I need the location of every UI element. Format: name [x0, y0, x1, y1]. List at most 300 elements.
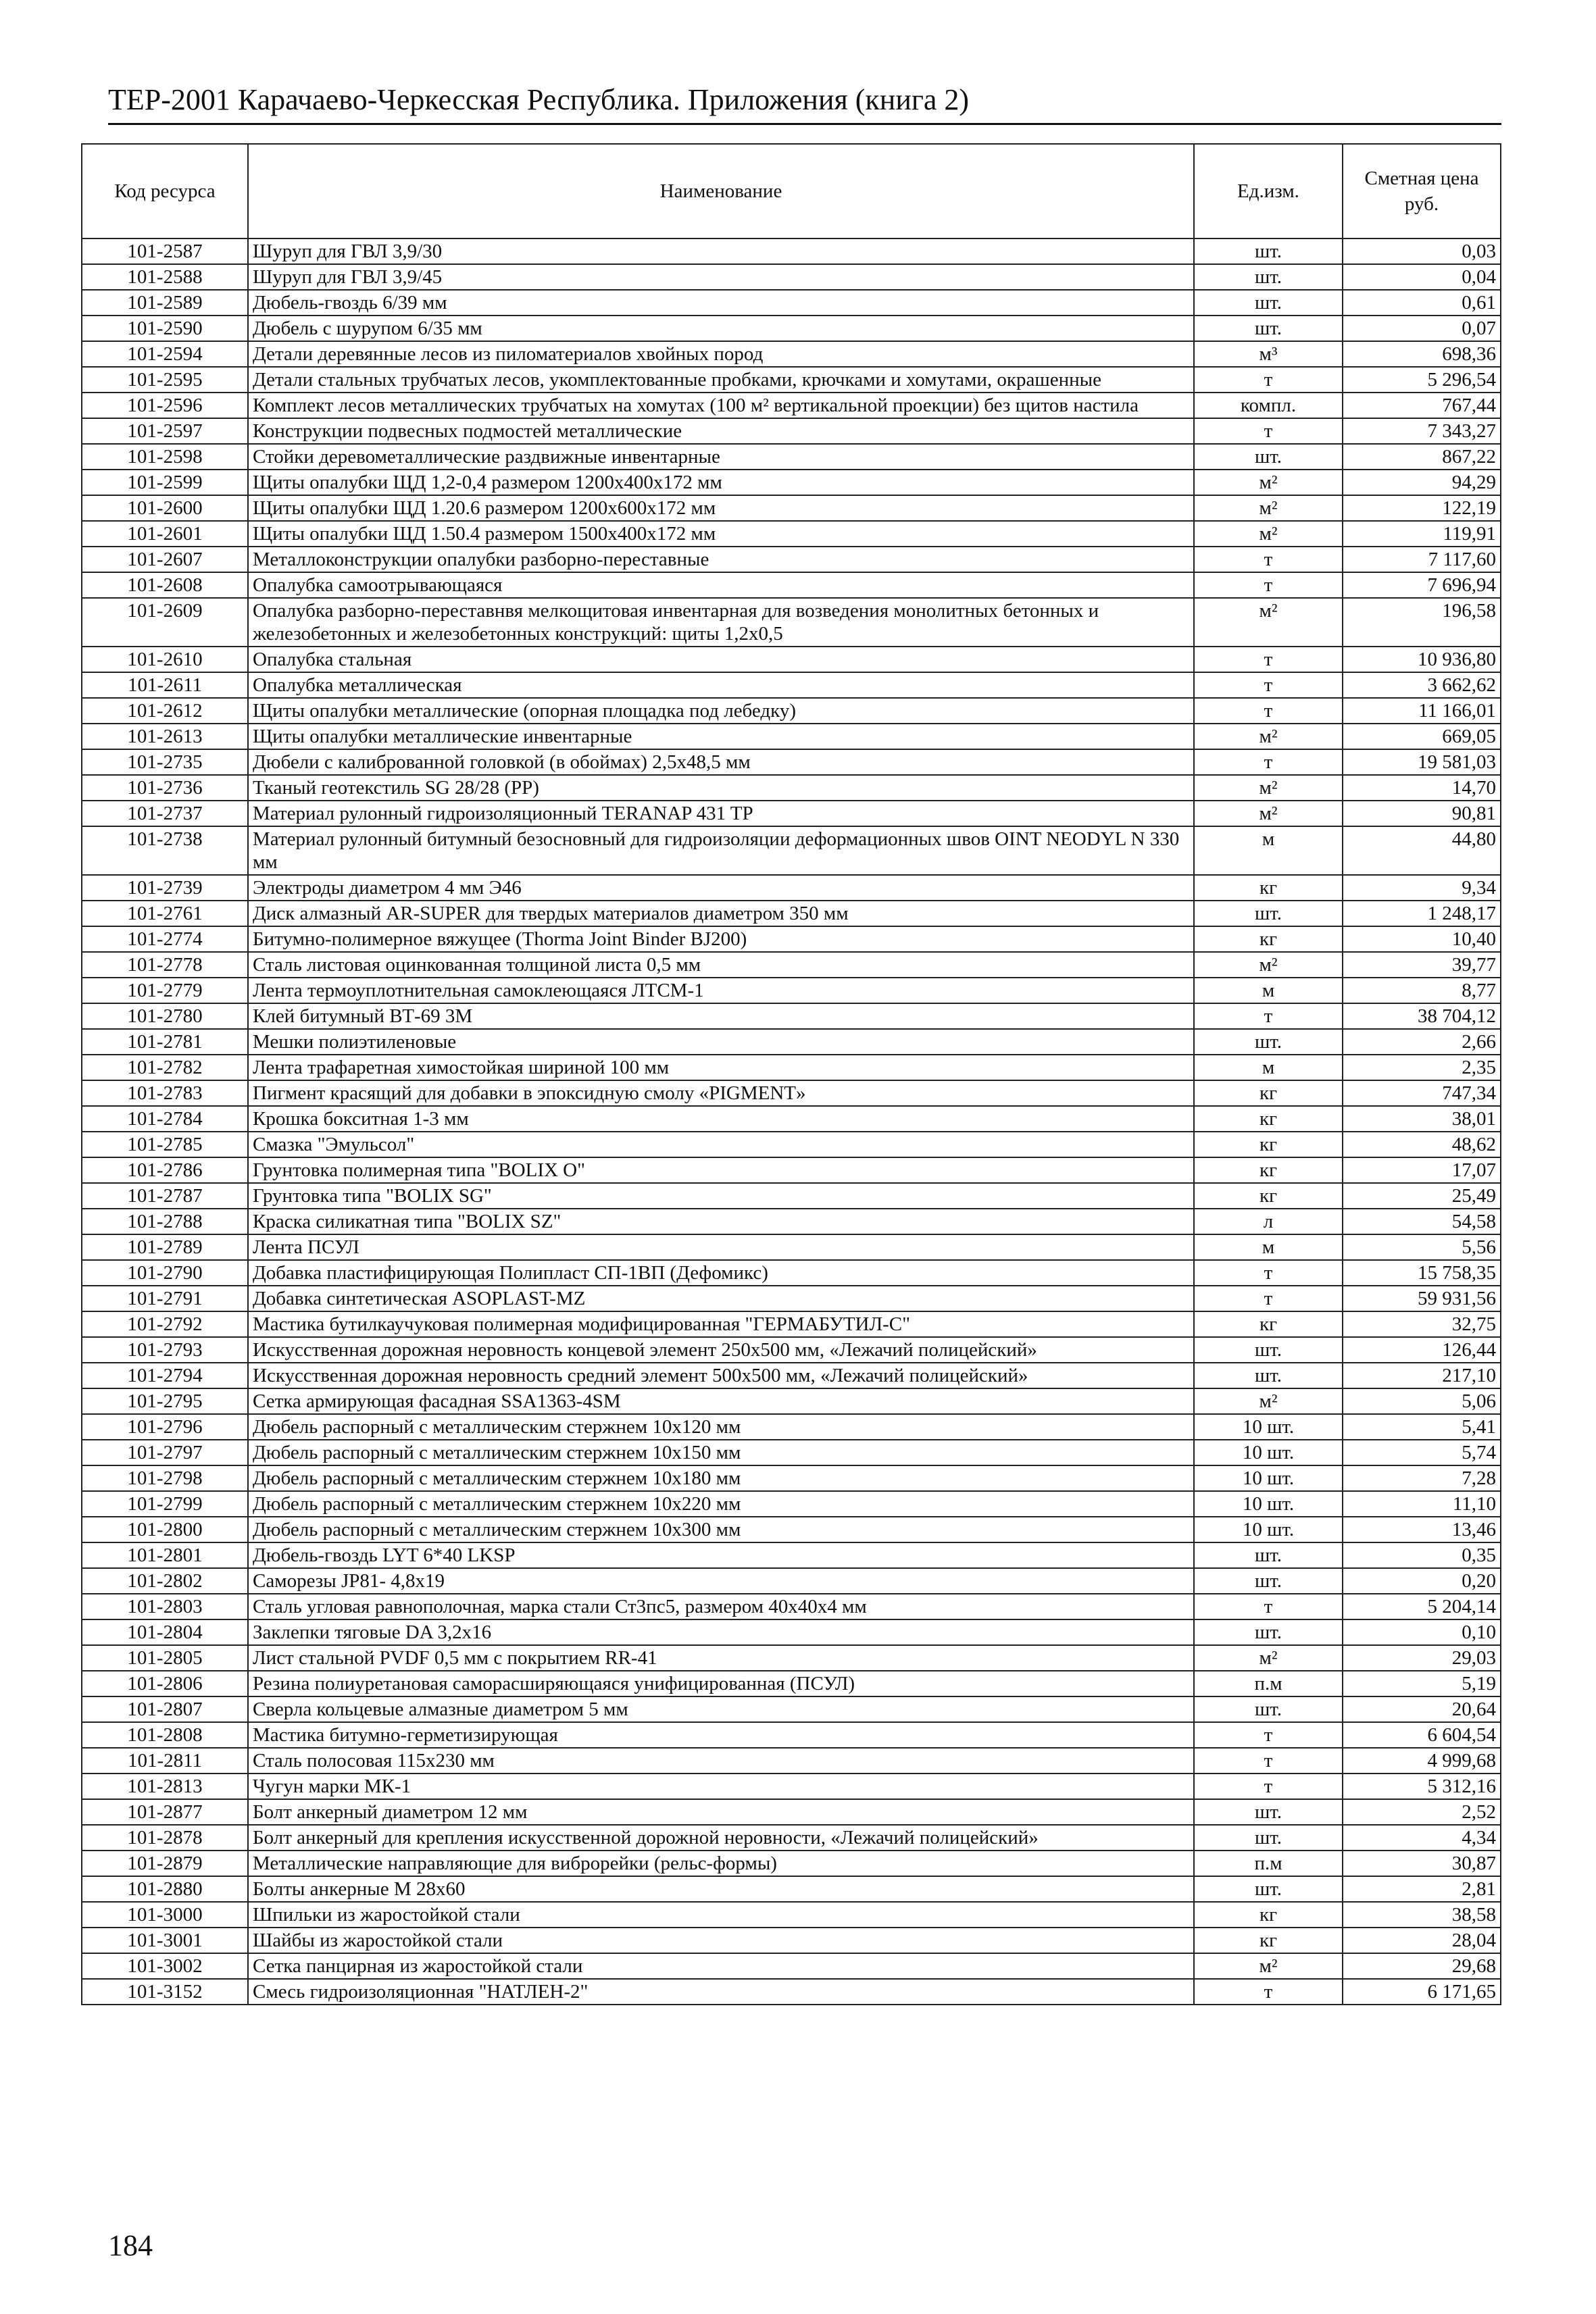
table-row	[82, 647, 1501, 672]
cell-code: 101-2599	[82, 470, 248, 495]
cell-price: 30,87	[1343, 1851, 1501, 1876]
cell-price: 0,20	[1343, 1568, 1501, 1594]
cell-name: Болт анкерный диаметром 12 мм	[248, 1799, 1194, 1825]
cell-price: 4 999,68	[1343, 1748, 1501, 1774]
cell-code: 101-2612	[82, 698, 248, 724]
cell-code: 101-2796	[82, 1414, 248, 1440]
table-row	[82, 875, 1501, 901]
table-row	[82, 952, 1501, 978]
cell-name: Дюбели с калиброванной головкой (в обоймах) 2,5x48,5 мм	[248, 749, 1194, 775]
cell-price: 11,10	[1343, 1491, 1501, 1517]
cell-price: 5 204,14	[1343, 1594, 1501, 1619]
cell-unit: т	[1194, 1594, 1343, 1619]
table-row	[82, 290, 1501, 316]
cell-unit: м²	[1194, 1645, 1343, 1671]
cell-unit: 10 шт.	[1194, 1440, 1343, 1465]
cell-price: 54,58	[1343, 1209, 1501, 1234]
cell-name: Шпильки из жаростойкой стали	[248, 1902, 1194, 1928]
cell-code: 101-2781	[82, 1029, 248, 1055]
table-row	[82, 418, 1501, 444]
column-header-name: Наименование	[248, 144, 1194, 238]
cell-code: 101-2880	[82, 1876, 248, 1902]
cell-price: 6 604,54	[1343, 1722, 1501, 1748]
cell-unit: шт.	[1194, 1542, 1343, 1568]
table-row	[82, 1440, 1501, 1465]
table-row	[82, 1106, 1501, 1132]
cell-price: 5,19	[1343, 1671, 1501, 1696]
cell-code: 101-2804	[82, 1619, 248, 1645]
cell-price: 7 343,27	[1343, 418, 1501, 444]
cell-name: Опалубка самоотрывающаяся	[248, 572, 1194, 598]
cell-code: 101-2587	[82, 238, 248, 264]
table-row	[82, 238, 1501, 264]
cell-name: Грунтовка полимерная типа "BOLIX O"	[248, 1157, 1194, 1183]
cell-price: 217,10	[1343, 1363, 1501, 1388]
cell-code: 101-2761	[82, 901, 248, 926]
cell-code: 101-2610	[82, 647, 248, 672]
cell-name: Пигмент красящий для добавки в эпоксидную смолу «PIGMENT»	[248, 1080, 1194, 1106]
cell-unit: 10 шт.	[1194, 1465, 1343, 1491]
cell-code: 101-2795	[82, 1388, 248, 1414]
cell-name: Материал рулонный битумный безосновный для гидроизоляции деформационных швов OINT NEODYL N 330 мм	[248, 826, 1194, 875]
cell-name: Мешки полиэтиленовые	[248, 1029, 1194, 1055]
cell-name: Электроды диаметром 4 мм Э46	[248, 875, 1194, 901]
cell-unit: кг	[1194, 1080, 1343, 1106]
cell-price: 0,07	[1343, 316, 1501, 341]
resource-price-table	[81, 143, 1501, 2005]
table-row	[82, 470, 1501, 495]
cell-unit: кг	[1194, 1132, 1343, 1157]
table-row	[82, 1851, 1501, 1876]
table-row	[82, 367, 1501, 393]
cell-code: 101-2607	[82, 547, 248, 572]
cell-price: 122,19	[1343, 495, 1501, 521]
cell-code: 101-3000	[82, 1902, 248, 1928]
cell-name: Шуруп для ГВЛ 3,9/45	[248, 264, 1194, 290]
table-row	[82, 775, 1501, 801]
cell-unit: п.м	[1194, 1851, 1343, 1876]
cell-code: 101-2801	[82, 1542, 248, 1568]
table-row	[82, 598, 1501, 647]
table-row	[82, 1568, 1501, 1594]
cell-code: 101-2601	[82, 521, 248, 547]
cell-price: 90,81	[1343, 801, 1501, 826]
cell-price: 20,64	[1343, 1696, 1501, 1722]
cell-unit: м²	[1194, 521, 1343, 547]
cell-price: 38,58	[1343, 1902, 1501, 1928]
table-row	[82, 1491, 1501, 1517]
cell-name: Резина полиуретановая саморасширяющаяся унифицированная (ПСУЛ)	[248, 1671, 1194, 1696]
table-row	[82, 724, 1501, 749]
cell-name: Клей битумный ВТ-69 3М	[248, 1003, 1194, 1029]
cell-name: Лист стальной PVDF 0,5 мм с покрытием RR-41	[248, 1645, 1194, 1671]
cell-name: Сверла кольцевые алмазные диаметром 5 мм	[248, 1696, 1194, 1722]
cell-price: 17,07	[1343, 1157, 1501, 1183]
cell-price: 9,34	[1343, 875, 1501, 901]
table-row	[82, 1619, 1501, 1645]
cell-code: 101-2877	[82, 1799, 248, 1825]
cell-code: 101-2797	[82, 1440, 248, 1465]
table-row	[82, 1465, 1501, 1491]
cell-unit: т	[1194, 647, 1343, 672]
cell-price: 5 312,16	[1343, 1774, 1501, 1799]
cell-name: Материал рулонный гидроизоляционный TERANAP 431 TP	[248, 801, 1194, 826]
cell-name: Крошка бокситная 1-3 мм	[248, 1106, 1194, 1132]
cell-unit: кг	[1194, 1106, 1343, 1132]
cell-price: 48,62	[1343, 1132, 1501, 1157]
cell-price: 13,46	[1343, 1517, 1501, 1542]
cell-unit: т	[1194, 1722, 1343, 1748]
cell-code: 101-2594	[82, 341, 248, 367]
cell-name: Добавка пластифицирующая Полипласт СП-1ВП (Дефомикс)	[248, 1260, 1194, 1286]
cell-unit: кг	[1194, 1157, 1343, 1183]
cell-code: 101-2608	[82, 572, 248, 598]
cell-name: Искусственная дорожная неровность средний элемент 500x500 мм, «Лежачий полицейский»	[248, 1363, 1194, 1388]
cell-code: 101-2879	[82, 1851, 248, 1876]
cell-name: Дюбель-гвоздь 6/39 мм	[248, 290, 1194, 316]
cell-unit: м³	[1194, 341, 1343, 367]
cell-price: 8,77	[1343, 978, 1501, 1003]
cell-name: Диск алмазный AR-SUPER для твердых материалов диаметром 350 мм	[248, 901, 1194, 926]
cell-name: Щиты опалубки металлические (опорная площадка под лебедку)	[248, 698, 1194, 724]
cell-code: 101-2736	[82, 775, 248, 801]
cell-code: 101-2791	[82, 1286, 248, 1311]
cell-name: Металлоконструкции опалубки разборно-переставные	[248, 547, 1194, 572]
cell-name: Дюбель распорный с металлическим стержнем 10x180 мм	[248, 1465, 1194, 1491]
cell-unit: кг	[1194, 875, 1343, 901]
cell-unit: т	[1194, 1979, 1343, 2005]
cell-unit: шт.	[1194, 1876, 1343, 1902]
table-row	[82, 749, 1501, 775]
cell-name: Болт анкерный для крепления искусственной дорожной неровности, «Лежачий полицейский»	[248, 1825, 1194, 1851]
cell-unit: м²	[1194, 470, 1343, 495]
cell-name: Сталь угловая равнополочная, марка стали Ст3пс5, размером 40x40x4 мм	[248, 1594, 1194, 1619]
cell-unit: т	[1194, 1260, 1343, 1286]
cell-code: 101-2799	[82, 1491, 248, 1517]
cell-price: 867,22	[1343, 444, 1501, 470]
cell-code: 101-2598	[82, 444, 248, 470]
cell-price: 1 248,17	[1343, 901, 1501, 926]
cell-code: 101-2786	[82, 1157, 248, 1183]
cell-name: Дюбель распорный с металлическим стержнем 10x150 мм	[248, 1440, 1194, 1465]
cell-price: 0,04	[1343, 264, 1501, 290]
cell-name: Мастика битумно-герметизирующая	[248, 1722, 1194, 1748]
cell-unit: т	[1194, 367, 1343, 393]
cell-price: 5 296,54	[1343, 367, 1501, 393]
cell-price: 3 662,62	[1343, 672, 1501, 698]
cell-name: Дюбель распорный с металлическим стержнем 10x120 мм	[248, 1414, 1194, 1440]
cell-price: 38,01	[1343, 1106, 1501, 1132]
cell-name: Грунтовка типа "BOLIX SG"	[248, 1183, 1194, 1209]
cell-code: 101-2805	[82, 1645, 248, 1671]
cell-price: 0,03	[1343, 238, 1501, 264]
cell-unit: т	[1194, 1003, 1343, 1029]
cell-price: 15 758,35	[1343, 1260, 1501, 1286]
table-row	[82, 1209, 1501, 1234]
cell-name: Дюбель-гвоздь LYT 6*40 LKSP	[248, 1542, 1194, 1568]
cell-name: Детали стальных трубчатых лесов, укомплектованные пробками, крючками и хомутами, окрашенные	[248, 367, 1194, 393]
table-row	[82, 901, 1501, 926]
table-row	[82, 1311, 1501, 1337]
cell-name: Смазка "Эмульсол"	[248, 1132, 1194, 1157]
page-header: ТЕР-2001 Карачаево-Черкесская Республика. Приложения (книга 2)	[108, 80, 1501, 125]
cell-unit: шт.	[1194, 290, 1343, 316]
table-row	[82, 1286, 1501, 1311]
cell-price: 39,77	[1343, 952, 1501, 978]
cell-price: 11 166,01	[1343, 698, 1501, 724]
cell-unit: шт.	[1194, 1363, 1343, 1388]
cell-unit: т	[1194, 1748, 1343, 1774]
cell-name: Детали деревянные лесов из пиломатериалов хвойных пород	[248, 341, 1194, 367]
cell-price: 59 931,56	[1343, 1286, 1501, 1311]
cell-price: 32,75	[1343, 1311, 1501, 1337]
cell-unit: м²	[1194, 495, 1343, 521]
cell-price: 6 171,65	[1343, 1979, 1501, 2005]
cell-unit: л	[1194, 1209, 1343, 1234]
cell-unit: т	[1194, 547, 1343, 572]
cell-unit: т	[1194, 1774, 1343, 1799]
cell-code: 101-2811	[82, 1748, 248, 1774]
cell-name: Сталь листовая оцинкованная толщиной листа 0,5 мм	[248, 952, 1194, 978]
table-row	[82, 1029, 1501, 1055]
cell-name: Дюбель распорный с металлическим стержнем 10x220 мм	[248, 1491, 1194, 1517]
page-number: 184	[108, 2229, 153, 2262]
cell-name: Сетка панцирная из жаростойкой стали	[248, 1953, 1194, 1979]
cell-code: 101-2780	[82, 1003, 248, 1029]
table-row	[82, 698, 1501, 724]
cell-name: Комплект лесов металлических трубчатых на хомутах (100 м² вертикальной проекции) без щитов настила	[248, 393, 1194, 418]
table-row	[82, 1671, 1501, 1696]
cell-name: Болты анкерные М 28x60	[248, 1876, 1194, 1902]
table-row	[82, 521, 1501, 547]
cell-code: 101-2735	[82, 749, 248, 775]
table-row	[82, 1722, 1501, 1748]
cell-name: Заклепки тяговые DA 3,2x16	[248, 1619, 1194, 1645]
cell-name: Дюбель с шурупом 6/35 мм	[248, 316, 1194, 341]
cell-code: 101-2794	[82, 1363, 248, 1388]
cell-name: Битумно-полимерное вяжущее (Thorma Joint Binder BJ200)	[248, 926, 1194, 952]
cell-price: 14,70	[1343, 775, 1501, 801]
cell-code: 101-2589	[82, 290, 248, 316]
table-row	[82, 1876, 1501, 1902]
cell-code: 101-2739	[82, 875, 248, 901]
cell-unit: шт.	[1194, 444, 1343, 470]
table-row	[82, 1414, 1501, 1440]
cell-code: 101-2789	[82, 1234, 248, 1260]
cell-unit: кг	[1194, 1311, 1343, 1337]
cell-unit: 10 шт.	[1194, 1414, 1343, 1440]
cell-price: 10,40	[1343, 926, 1501, 952]
table-row	[82, 1260, 1501, 1286]
cell-code: 101-2597	[82, 418, 248, 444]
table-row	[82, 495, 1501, 521]
cell-code: 101-2813	[82, 1774, 248, 1799]
cell-price: 7 117,60	[1343, 547, 1501, 572]
cell-unit: м²	[1194, 952, 1343, 978]
cell-unit: 10 шт.	[1194, 1491, 1343, 1517]
cell-code: 101-2783	[82, 1080, 248, 1106]
cell-price: 126,44	[1343, 1337, 1501, 1363]
cell-unit: шт.	[1194, 264, 1343, 290]
cell-code: 101-2785	[82, 1132, 248, 1157]
table-row	[82, 264, 1501, 290]
column-header-price: Сметная цена руб.	[1343, 144, 1501, 238]
table-row	[82, 1799, 1501, 1825]
cell-code: 101-2808	[82, 1722, 248, 1748]
cell-price: 669,05	[1343, 724, 1501, 749]
cell-code: 101-2784	[82, 1106, 248, 1132]
cell-price: 29,03	[1343, 1645, 1501, 1671]
table-row	[82, 1055, 1501, 1080]
cell-price: 2,35	[1343, 1055, 1501, 1080]
cell-price: 767,44	[1343, 393, 1501, 418]
cell-unit: п.м	[1194, 1671, 1343, 1696]
cell-code: 101-2778	[82, 952, 248, 978]
table-row	[82, 1234, 1501, 1260]
cell-code: 101-2788	[82, 1209, 248, 1234]
table-row	[82, 826, 1501, 875]
table-row	[82, 1645, 1501, 1671]
cell-unit: шт.	[1194, 238, 1343, 264]
table-row	[82, 1696, 1501, 1722]
cell-unit: компл.	[1194, 393, 1343, 418]
table-row	[82, 801, 1501, 826]
cell-name: Конструкции подвесных подмостей металлические	[248, 418, 1194, 444]
cell-code: 101-2802	[82, 1568, 248, 1594]
cell-name: Лента термоуплотнительная самоклеющаяся ЛТСМ-1	[248, 978, 1194, 1003]
cell-price: 4,34	[1343, 1825, 1501, 1851]
cell-code: 101-2787	[82, 1183, 248, 1209]
cell-unit: шт.	[1194, 1825, 1343, 1851]
column-header-unit: Ед.изм.	[1194, 144, 1343, 238]
cell-unit: м²	[1194, 1953, 1343, 1979]
table-row	[82, 1157, 1501, 1183]
cell-code: 101-2588	[82, 264, 248, 290]
table-row	[82, 1774, 1501, 1799]
cell-name: Шайбы из жаростойкой стали	[248, 1928, 1194, 1953]
table-row	[82, 1132, 1501, 1157]
table-row	[82, 1748, 1501, 1774]
table-row	[82, 1953, 1501, 1979]
cell-unit: м	[1194, 978, 1343, 1003]
cell-code: 101-2596	[82, 393, 248, 418]
cell-unit: м	[1194, 1055, 1343, 1080]
cell-code: 101-2738	[82, 826, 248, 875]
cell-code: 101-2595	[82, 367, 248, 393]
table-row	[82, 393, 1501, 418]
cell-price: 119,91	[1343, 521, 1501, 547]
cell-code: 101-2611	[82, 672, 248, 698]
cell-price: 2,81	[1343, 1876, 1501, 1902]
cell-price: 0,35	[1343, 1542, 1501, 1568]
cell-unit: 10 шт.	[1194, 1517, 1343, 1542]
cell-price: 25,49	[1343, 1183, 1501, 1209]
table-row	[82, 1363, 1501, 1388]
table-row	[82, 1388, 1501, 1414]
cell-name: Щиты опалубки ЩД 1.20.6 размером 1200x600x172 мм	[248, 495, 1194, 521]
cell-code: 101-2613	[82, 724, 248, 749]
cell-unit: т	[1194, 418, 1343, 444]
table-row	[82, 978, 1501, 1003]
cell-unit: шт.	[1194, 316, 1343, 341]
cell-price: 2,66	[1343, 1029, 1501, 1055]
cell-unit: м²	[1194, 1388, 1343, 1414]
cell-unit: шт.	[1194, 1619, 1343, 1645]
cell-price: 0,10	[1343, 1619, 1501, 1645]
cell-name: Тканый геотекстиль SG 28/28 (PP)	[248, 775, 1194, 801]
cell-unit: шт.	[1194, 1696, 1343, 1722]
cell-name: Добавка синтетическая ASOPLAST-MZ	[248, 1286, 1194, 1311]
cell-code: 101-2600	[82, 495, 248, 521]
cell-name: Краска силикатная типа "BOLIX SZ"	[248, 1209, 1194, 1234]
cell-unit: т	[1194, 1286, 1343, 1311]
cell-unit: м²	[1194, 775, 1343, 801]
table-row	[82, 547, 1501, 572]
cell-name: Щиты опалубки ЩД 1.50.4 размером 1500x400x172 мм	[248, 521, 1194, 547]
cell-code: 101-3001	[82, 1928, 248, 1953]
table-row	[82, 672, 1501, 698]
table-header-row	[82, 144, 1501, 238]
table-row	[82, 1594, 1501, 1619]
cell-name: Мастика бутилкаучуковая полимерная модифицированная "ГЕРМАБУТИЛ-С"	[248, 1311, 1194, 1337]
column-header-code: Код ресурса	[82, 144, 248, 238]
cell-name: Стойки деревометаллические раздвижные инвентарные	[248, 444, 1194, 470]
table-row	[82, 1928, 1501, 1953]
cell-name: Саморезы JP81- 4,8x19	[248, 1568, 1194, 1594]
cell-code: 101-2779	[82, 978, 248, 1003]
cell-name: Смесь гидроизоляционная "НАТЛЕН-2"	[248, 1979, 1194, 2005]
cell-name: Дюбель распорный с металлическим стержнем 10x300 мм	[248, 1517, 1194, 1542]
cell-code: 101-3152	[82, 1979, 248, 2005]
cell-name: Лента трафаретная химостойкая шириной 100 мм	[248, 1055, 1194, 1080]
cell-price: 7,28	[1343, 1465, 1501, 1491]
cell-price: 10 936,80	[1343, 647, 1501, 672]
cell-unit: кг	[1194, 1928, 1343, 1953]
cell-unit: шт.	[1194, 1337, 1343, 1363]
cell-name: Искусственная дорожная неровность концевой элемент 250x500 мм, «Лежачий полицейский»	[248, 1337, 1194, 1363]
cell-name: Щиты опалубки ЩД 1,2-0,4 размером 1200x400x172 мм	[248, 470, 1194, 495]
cell-price: 38 704,12	[1343, 1003, 1501, 1029]
table-row	[82, 1337, 1501, 1363]
cell-name: Опалубка разборно-переставнвя мелкощитовая инвентарная для возведения монолитных бетонных и железобетонных и железобетонных конструкций: щиты 1,2x0,5	[248, 598, 1194, 647]
cell-unit: т	[1194, 749, 1343, 775]
cell-price: 0,61	[1343, 290, 1501, 316]
cell-price: 29,68	[1343, 1953, 1501, 1979]
cell-price: 747,34	[1343, 1080, 1501, 1106]
cell-code: 101-2793	[82, 1337, 248, 1363]
cell-unit: шт.	[1194, 1799, 1343, 1825]
cell-unit: кг	[1194, 926, 1343, 952]
cell-code: 101-2790	[82, 1260, 248, 1286]
cell-name: Металлические направляющие для виброрейки (рельс-формы)	[248, 1851, 1194, 1876]
cell-unit: кг	[1194, 1183, 1343, 1209]
cell-code: 101-2878	[82, 1825, 248, 1851]
cell-unit: м²	[1194, 801, 1343, 826]
cell-price: 5,41	[1343, 1414, 1501, 1440]
table-row	[82, 1183, 1501, 1209]
cell-price: 698,36	[1343, 341, 1501, 367]
table-row	[82, 1979, 1501, 2005]
cell-name: Опалубка стальная	[248, 647, 1194, 672]
cell-price: 196,58	[1343, 598, 1501, 647]
table-row	[82, 1542, 1501, 1568]
cell-code: 101-2590	[82, 316, 248, 341]
cell-unit: т	[1194, 572, 1343, 598]
table-row	[82, 341, 1501, 367]
cell-code: 101-2737	[82, 801, 248, 826]
cell-code: 101-2609	[82, 598, 248, 647]
cell-name: Шуруп для ГВЛ 3,9/30	[248, 238, 1194, 264]
